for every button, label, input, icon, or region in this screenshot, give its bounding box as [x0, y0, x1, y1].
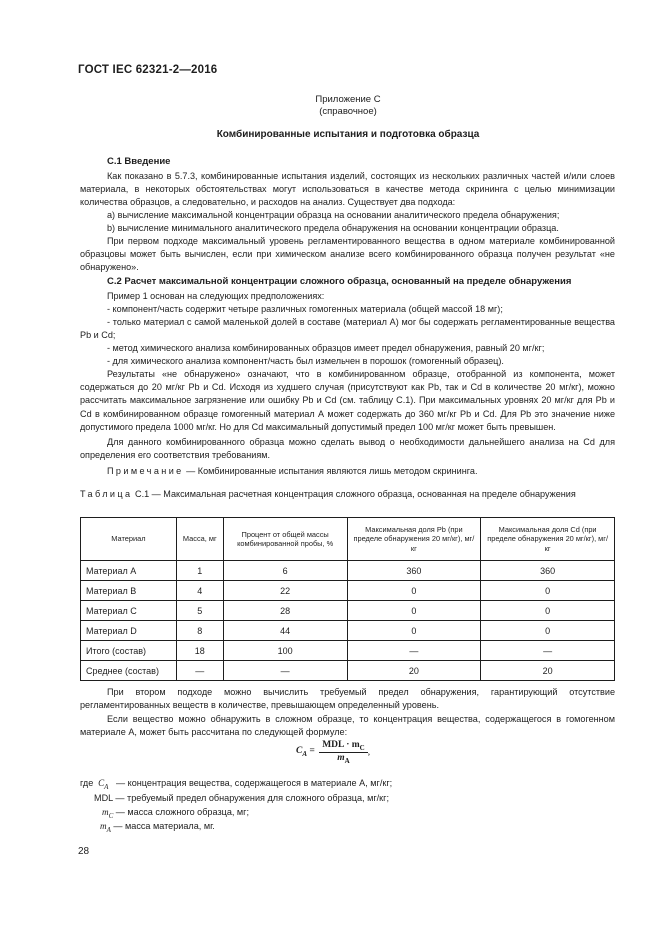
cell-mass: —	[176, 661, 223, 681]
second-approach-paragraph: При втором подходе можно вычислить требуемый предел обнаружения, гарантирующий отсутствие регламентированных веществ в количестве, превышающем определенный уровень.	[80, 687, 615, 711]
formula-numerator	[319, 740, 368, 753]
table-caption-text: С.1 — Максимальная расчетная концентрация сложного образца, основанная на пределе обнаружения	[132, 489, 576, 499]
cell-material: Материал D	[81, 621, 177, 641]
cell-mass: 1	[176, 561, 223, 581]
where-ma	[100, 820, 215, 837]
cell-pb: 360	[347, 561, 481, 581]
concentration-table	[80, 517, 615, 681]
main-title: Комбинированные испытания и подготовка образца	[216, 129, 480, 140]
cell-material: Материал В	[81, 581, 177, 601]
formula-denominator	[319, 753, 368, 765]
example-intro: Пример 1 основан на следующих предположениях:	[107, 291, 325, 301]
symbol-ca: $C_A$	[95, 778, 109, 791]
cell-pb: —	[347, 641, 481, 661]
cell-pb: 20	[347, 661, 481, 681]
table-row	[81, 641, 615, 661]
approach-b: b) вычисление минимального аналитического предела обнаружения на основании концентрации образца.	[107, 223, 559, 233]
section-c1-paragraph-2: При первом подходе максимальный уровень регламентированного вещества в одном материале комбинированной образцовы может быть вычислен, если при химическом анализе всего комбинированного образца получен результат «не обнаружено».	[80, 236, 615, 273]
table-row	[81, 581, 615, 601]
cell-pb: 0	[347, 601, 481, 621]
table-row	[81, 621, 615, 641]
approach-a: а) вычисление максимальной концентрации образца на основании аналитического предела обнаружения;	[107, 210, 560, 220]
cell-percent: 100	[223, 641, 347, 661]
table-row	[81, 561, 615, 581]
assumption-1: - компонент/часть содержит четыре различных гомогенных материала (общей массой 18 мг);	[107, 304, 503, 314]
where-mdl-text: — требуемый предел обнаружения для сложного образца, мг/кг;	[115, 793, 390, 803]
cell-pb: 0	[347, 621, 481, 641]
section-c1-paragraph-1: Как показано в 5.7.3, комбинированные испытания изделий, состоящих из нескольких различных частей и/или слоев материала, в некоторых обстоятельствах могут использоваться в качестве метода скрининга с целью минимизации количества образцов, а следовательно, и расходов на анализ. Существует два подхода:	[80, 171, 615, 208]
where-mdl	[94, 792, 389, 805]
table-caption-label: Таблица	[80, 489, 133, 499]
formula-denominator-subscript: A	[344, 756, 350, 765]
formula-intro-paragraph: Если вещество можно обнаружить в сложном образце, то концентрация вещества, содержащегося в гомогенном материале А, может быть рассчитана по следующей формуле:	[80, 714, 615, 738]
formula-fraction	[319, 740, 368, 765]
cell-material: Среднее (состав)	[81, 661, 177, 681]
symbol-mdl: MDL	[94, 793, 113, 803]
table-caption	[80, 488, 615, 501]
cell-percent: 28	[223, 601, 347, 621]
cell-mass: 8	[176, 621, 223, 641]
note-label: Примечание	[107, 466, 184, 476]
table-header-row	[81, 518, 615, 561]
where-ma-text: — масса материала, мг.	[113, 821, 215, 831]
header-cd: Максимальная доля Cd (при пределе обнаружения 20 мг/кг), мг/кг	[481, 518, 615, 561]
header-material: Материал	[81, 518, 177, 561]
formula-denominator-text: m	[337, 752, 345, 763]
document-header: ГОСТ IEC 62321-2—2016	[78, 64, 218, 76]
where-ca-text: — концентрация вещества, содержащегося в материале А, мг/кг;	[116, 778, 393, 788]
cell-material: Материал А	[81, 561, 177, 581]
cell-pb: 0	[347, 581, 481, 601]
cell-percent: —	[223, 661, 347, 681]
header-percent: Процент от общей массы комбинированной пробы, %	[223, 518, 347, 561]
annex-type: (справочное)	[319, 106, 377, 117]
cell-cd: 20	[481, 661, 615, 681]
formula-numerator-subscript: C	[359, 743, 365, 752]
conclusion-paragraph: Для данного комбинированного образца можно сделать вывод о необходимости дальнейшего анализа на Cd для определения его соответствия требованиям.	[80, 437, 615, 461]
cell-cd: 0	[481, 601, 615, 621]
cell-cd: 0	[481, 621, 615, 641]
table-row	[81, 661, 615, 681]
assumption-3: - метод химического анализа комбинированных образцов имеет предел обнаружения, равный 20 мг/кг;	[107, 343, 545, 353]
where-prefix: где	[80, 778, 94, 788]
formula-lhs-subscript: A	[302, 750, 308, 759]
table-row	[81, 601, 615, 621]
note	[80, 465, 615, 478]
header-mass: Масса, мг	[176, 518, 223, 561]
section-c1-title: C.1 Введение	[107, 156, 171, 167]
cell-material: Итого (состав)	[81, 641, 177, 661]
page-number: 28	[78, 846, 90, 857]
cell-cd: 360	[481, 561, 615, 581]
note-text: — Комбинированные испытания являются лишь методом скрининга.	[183, 466, 478, 476]
cell-percent: 6	[223, 561, 347, 581]
cell-percent: 22	[223, 581, 347, 601]
assumption-2: - только материал с самой маленькой долей в составе (материал А) мог бы содержать регламентированные вещества Pb и Cd;	[80, 317, 615, 341]
where-mc-text: — масса сложного образца, мг;	[115, 807, 250, 817]
cell-cd: —	[481, 641, 615, 661]
formula-lhs-symbol: C	[296, 746, 303, 757]
header-pb: Максимальная доля Pb (при пределе обнаружения 20 мг/кг), мг/кг	[347, 518, 481, 561]
cell-cd: 0	[481, 581, 615, 601]
symbol-mc: $m_C$	[102, 807, 114, 820]
cell-material: Материал С	[81, 601, 177, 621]
cell-mass: 5	[176, 601, 223, 621]
annex-title: Приложение C	[315, 94, 381, 105]
section-c2-title: C.2 Расчет максимальной концентрации сложного образца, основанный на пределе обнаружения	[107, 276, 572, 287]
results-paragraph: Результаты «не обнаружено» означают, что в комбинированном образце, отобранной из компонента, может содержаться до 20 мг/кг Pb и Cd. Исходя из худшего случая (присутствуют как Pb, так и Cd в количестве 20 мг/кг), можно рассчитать максимальное загрязнение или ошибку Pb и Cd (см. таблицу С.1). При максимальных уровнях 20 мг/кг для Pb и Cd в комбинированном образце гомогенный материал А может содержать до 360 мг/кг Pb и Cd. Для Pb это значение ниже допустимого предела 1000 мг/кг. Но для Cd максимальный допустимый предел 100 мг/кг может быть превышен.	[80, 369, 615, 432]
cell-percent: 44	[223, 621, 347, 641]
cell-mass: 18	[176, 641, 223, 661]
formula-numerator-text: MDL · m	[322, 740, 360, 750]
cell-mass: 4	[176, 581, 223, 601]
formula: $C_A$ = $\frac{MDL \cdot m_C}{m_A}$ ,	[296, 740, 371, 765]
assumption-4: - для химического анализа компонент/часть был измельчен в порошок (гомогенный образец).	[107, 356, 504, 366]
symbol-ma: $m_A$	[100, 821, 111, 834]
formula-lhs: $C_A$ =	[296, 746, 315, 759]
